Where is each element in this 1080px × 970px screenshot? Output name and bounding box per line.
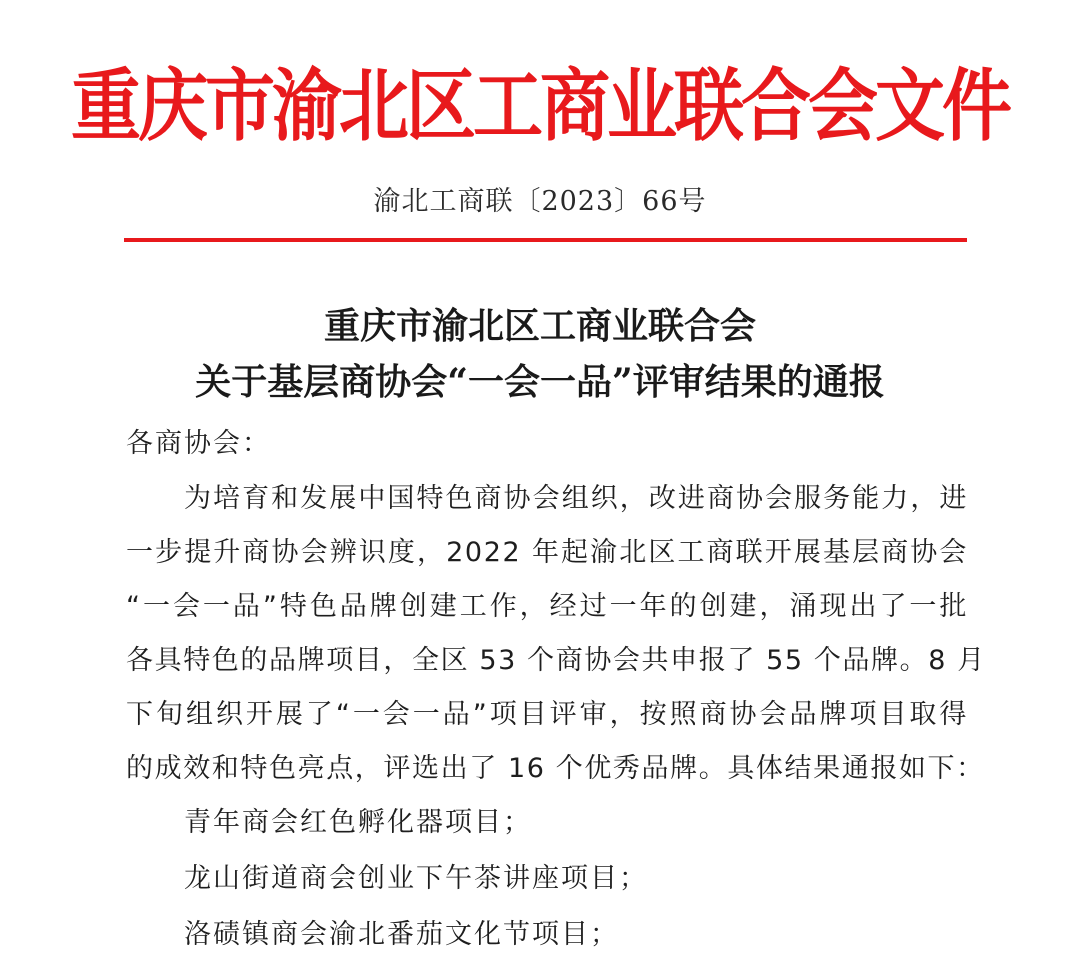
notice-title-line-1: 重庆市渝北区工商业联合会 xyxy=(323,305,756,347)
paragraph-line: 下旬组织开展了“一会一品”项目评审，按照商协会品牌项目取得 xyxy=(126,699,968,730)
body-paragraph xyxy=(126,475,986,799)
list-item: 青年商会红色孵化器项目； xyxy=(184,807,532,838)
document-number: 渝北工商联〔2023〕66号 xyxy=(373,186,707,217)
red-divider-line xyxy=(124,238,967,242)
paragraph-line: “一会一品”特色品牌创建工作，经过一年的创建，涌现出了一批 xyxy=(126,591,968,622)
paragraph-line: 为培育和发展中国特色商协会组织，改进商协会服务能力，进 xyxy=(184,483,968,514)
org-file-header: 重庆市渝北区工商业联合会文件 xyxy=(71,58,1009,152)
paragraph-line: 各具特色的品牌项目，全区 53 个商协会共申报了 55 个品牌。8 月 xyxy=(126,645,986,676)
list-item: 龙山街道商会创业下午茶讲座项目； xyxy=(184,863,648,894)
paragraph-line: 一步提升商协会辨识度，2022 年起渝北区工商联开展基层商协会 xyxy=(126,537,968,568)
list-item: 洛碛镇商会渝北番茄文化节项目； xyxy=(184,919,619,950)
salutation: 各商协会： xyxy=(126,428,271,459)
notice-title-line-2: 关于基层商协会“一会一品”评审结果的通报 xyxy=(195,361,885,403)
results-list xyxy=(184,799,648,967)
paragraph-line: 的成效和特色亮点，评选出了 16 个优秀品牌。具体结果通报如下： xyxy=(126,753,985,784)
